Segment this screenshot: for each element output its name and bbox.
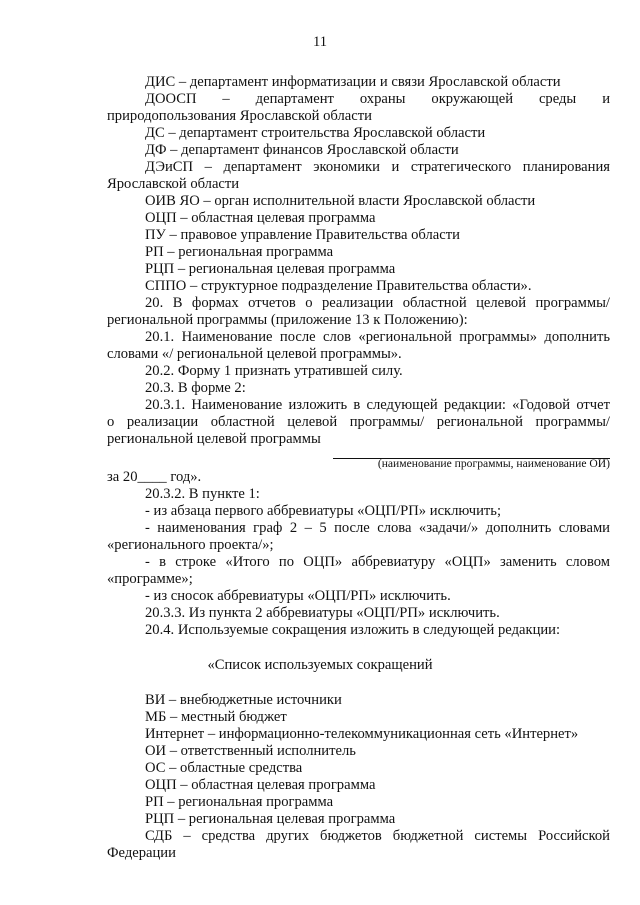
abbrev-line: ДС – департамент строительства Ярославской области <box>145 125 486 141</box>
page-number: 11 <box>312 34 328 50</box>
abbrev-line: ПУ – правовое управление Правительства области <box>145 227 460 243</box>
abbrev-line: природопользования Ярославской области <box>107 108 372 124</box>
paragraph-line: - из сносок аббревиатуры «ОЦП/РП» исключить. <box>145 588 451 604</box>
abbrev-line: РП – региональная программа <box>145 794 334 810</box>
abbrev-line: ОЦП – областная целевая программа <box>145 777 376 793</box>
abbrev-line: ДООСП – департамент охраны окружающей среды и <box>145 91 610 107</box>
abbrev-line: ДИС – департамент информатизации и связи Ярославской области <box>145 74 561 90</box>
abbrev-line: ВИ – внебюджетные источники <box>145 692 342 708</box>
paragraph-line: - наименования граф 2 – 5 после слова «задачи/» дополнить словами <box>145 520 610 536</box>
abbrev-line: СДБ – средства других бюджетов бюджетной системы Российской <box>145 828 610 844</box>
paragraph-line: 20.2. Форму 1 признать утратившей силу. <box>145 363 403 379</box>
paragraph-line: - в строке «Итого по ОЦП» аббревиатуру «ОЦП» заменить словом <box>145 554 610 570</box>
abbrev-line: СППО – структурное подразделение Правительства области». <box>145 278 532 294</box>
paragraph-line: 20.3.2. В пункте 1: <box>145 486 260 502</box>
abbrev-line: ОЦП – областная целевая программа <box>145 210 376 226</box>
program-name-note: (наименование программы, наименование ОИ) <box>377 457 610 470</box>
abbrev-line: РЦП – региональная целевая программа <box>145 811 396 827</box>
abbrev-line: Федерации <box>107 845 176 861</box>
paragraph-line: региональной программы (приложение 13 к Положению): <box>107 312 468 328</box>
paragraph-line: 20.1. Наименование после слов «региональной программы» дополнить <box>145 329 610 345</box>
abbrev-line: РЦП – региональная целевая программа <box>145 261 396 277</box>
paragraph-line: - из абзаца первого аббревиатуры «ОЦП/РП» исключить; <box>145 503 501 519</box>
paragraph-line: 20.3.1. Наименование изложить в следующей редакции: «Годовой отчет <box>145 397 610 413</box>
abbrev-line: ОИВ ЯО – орган исполнительной власти Ярославской области <box>145 193 536 209</box>
abbrev-line: ОИ – ответственный исполнитель <box>145 743 356 759</box>
paragraph-line: «программе»; <box>107 571 193 587</box>
abbrev-line: Интернет – информационно-телекоммуникационная сеть «Интернет» <box>145 726 579 742</box>
paragraph-line: о реализации областной целевой программы/ региональной программы/ <box>107 414 610 430</box>
abbrev-line: МБ – местный бюджет <box>145 709 287 725</box>
paragraph-line: региональной целевой программы <box>107 431 321 447</box>
paragraph-line: за 20____ год». <box>107 469 202 485</box>
paragraph-line: «регионального проекта/»; <box>107 537 274 553</box>
paragraph-line: 20.3.3. Из пункта 2 аббревиатуры «ОЦП/РП» исключить. <box>145 605 500 621</box>
paragraph-line: словами «/ региональной целевой программы». <box>107 346 402 362</box>
abbrev-line: ДЭиСП – департамент экономики и стратегического планирования <box>145 159 610 175</box>
list-title: «Список используемых сокращений <box>207 657 433 673</box>
abbrev-line: РП – региональная программа <box>145 244 334 260</box>
abbrev-line: Ярославской области <box>107 176 240 192</box>
abbrev-line: ОС – областные средства <box>145 760 303 776</box>
paragraph-line: 20.4. Используемые сокращения изложить в следующей редакции: <box>145 622 561 638</box>
abbrev-line: ДФ – департамент финансов Ярославской области <box>145 142 459 158</box>
paragraph-line: 20.3. В форме 2: <box>145 380 246 396</box>
paragraph-line: 20. В формах отчетов о реализации областной целевой программы/ <box>145 295 610 311</box>
